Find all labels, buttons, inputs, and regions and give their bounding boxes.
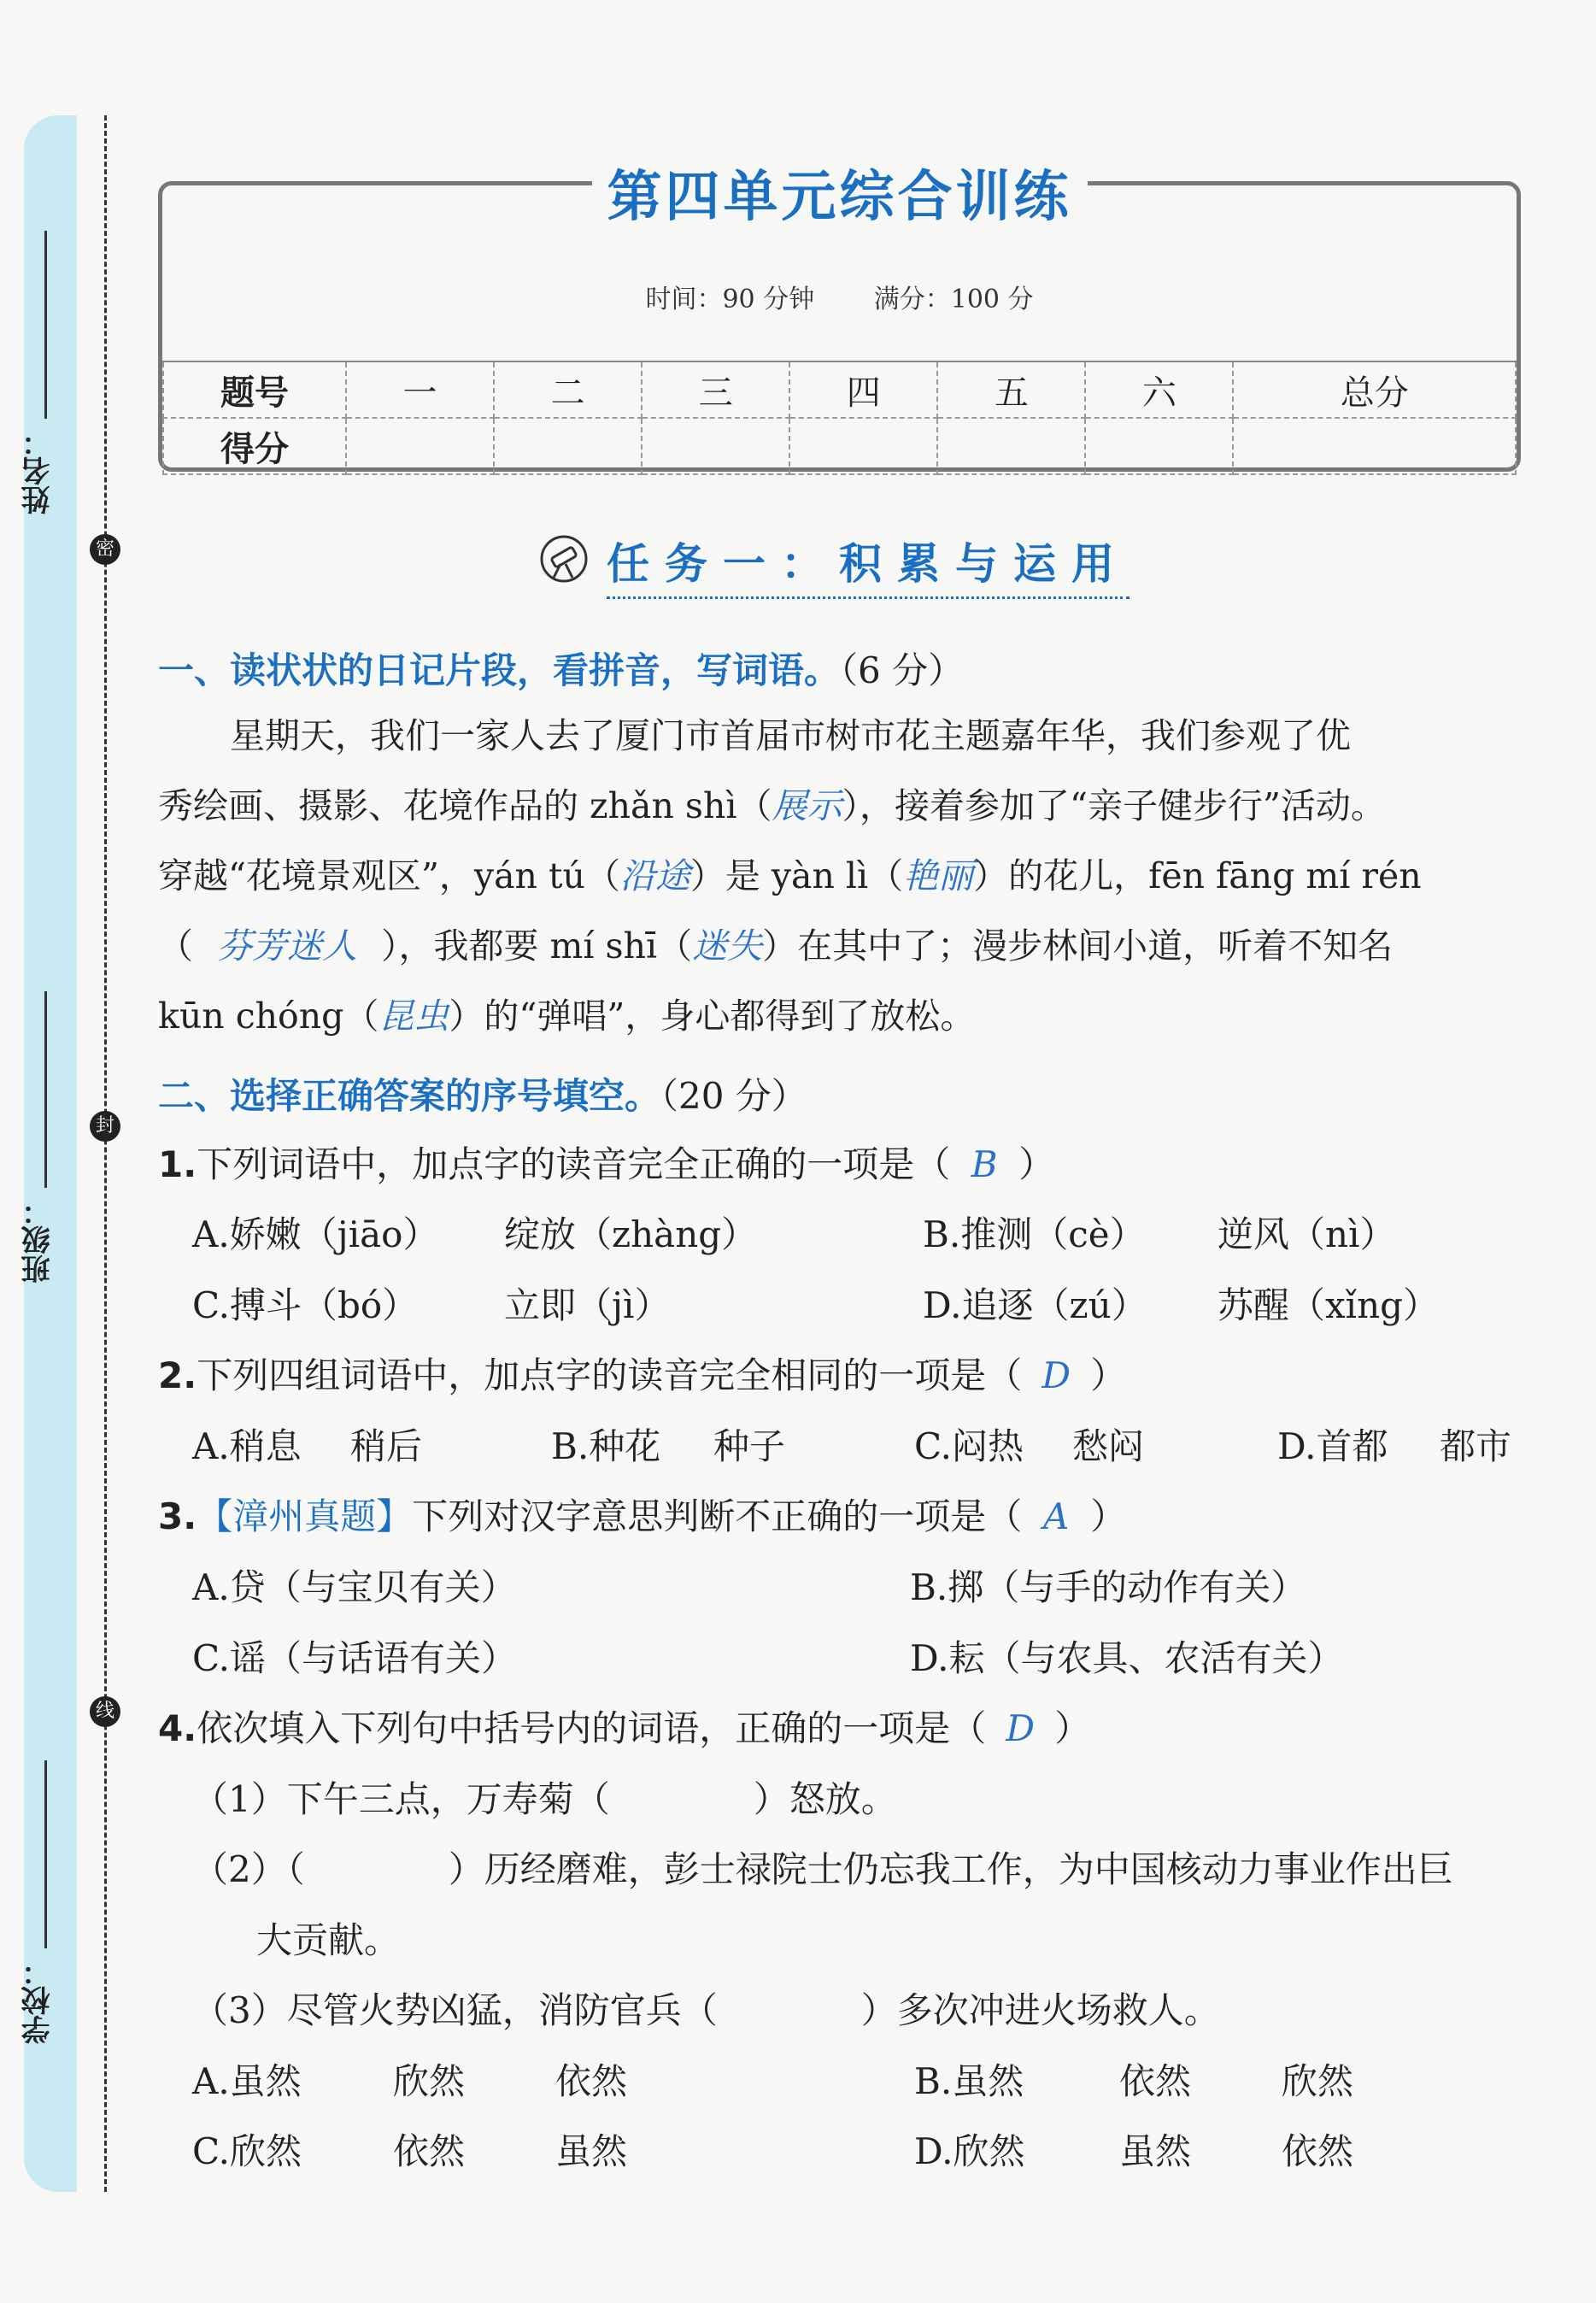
answer-blank-2[interactable]: 沿途 xyxy=(619,855,690,896)
text: 穿越“花境景观区”，yán tú（ xyxy=(158,855,620,896)
q4-option-d[interactable]: D.欣然 xyxy=(914,2130,1025,2172)
q4-option-b2: 依然 xyxy=(1119,2060,1192,2102)
q1-option-d2: 苏醒（xǐng） xyxy=(1218,1284,1440,1326)
q1-number: 1. xyxy=(158,1143,197,1185)
passage-line-5 xyxy=(158,981,1525,1051)
passage-line-3 xyxy=(158,841,1525,911)
text: ），接着参加了“亲子健步行”活动。 xyxy=(842,785,1386,826)
q1-option-a2: 绽放（zhàng） xyxy=(504,1213,758,1255)
header-box xyxy=(158,165,1521,472)
q2-option-d[interactable]: D.首都 xyxy=(1277,1425,1388,1467)
class-blank[interactable] xyxy=(44,991,47,1188)
score-cell[interactable] xyxy=(789,418,937,474)
q4-number: 4. xyxy=(158,1707,197,1749)
text: ），我都要 mí shī（ xyxy=(381,925,693,966)
q1-option-b2: 逆风（nì） xyxy=(1218,1213,1396,1255)
class-label: 班级： xyxy=(21,1196,56,1284)
q4-option-c[interactable]: C.欣然 xyxy=(192,2130,302,2172)
q1-option-c2: 立即（jì） xyxy=(504,1284,671,1326)
score-cell[interactable] xyxy=(642,418,789,474)
q1-text: 下列词语中，加点字的读音完全正确的一项是（ xyxy=(197,1143,951,1185)
text: ）是 yàn lì（ xyxy=(689,855,904,896)
row-head-number: 题号 xyxy=(163,361,346,418)
question-4 xyxy=(158,1701,1090,1752)
score-cell[interactable] xyxy=(346,418,494,474)
col-2: 二 xyxy=(494,361,642,418)
q1-answer[interactable]: B xyxy=(971,1143,998,1185)
section2-title: 二、选择正确答案的序号填空。 xyxy=(158,1075,661,1117)
q4-option-a[interactable]: A.虽然 xyxy=(192,2060,302,2102)
text: （ xyxy=(158,925,193,966)
passage-line-1: 星期天，我们一家人去了厦门市首届市树市花主题嘉年华，我们参观了优 xyxy=(230,715,1351,756)
col-3: 三 xyxy=(642,361,789,418)
section1-title: 一、读状状的日记片段，看拼音，写词语。 xyxy=(158,649,841,691)
q2-answer[interactable]: D xyxy=(1042,1354,1071,1396)
col-5: 五 xyxy=(937,361,1085,418)
exam-full-score: 满分：100 分 xyxy=(873,285,1034,314)
telescope-icon xyxy=(538,533,590,585)
q4-option-a3: 依然 xyxy=(555,2060,628,2102)
question-3 xyxy=(158,1489,1126,1540)
score-cell[interactable] xyxy=(1233,418,1516,474)
q1-option-b1[interactable]: B.推测（cè） xyxy=(923,1213,1146,1255)
question-2 xyxy=(158,1348,1126,1399)
q2-close: ） xyxy=(1090,1354,1127,1396)
question-1 xyxy=(158,1137,1054,1188)
q4-sentence-2: （2）（ ）历经磨难，彭士禄院士仍忘我工作，为中国核动力事业作出巨 xyxy=(192,1848,1453,1890)
section2-points: （20 分） xyxy=(660,1075,807,1117)
q3-answer[interactable]: A xyxy=(1043,1495,1070,1537)
section2-heading xyxy=(158,1068,807,1119)
exam-meta xyxy=(162,278,1517,315)
q2-option-c2: 愁闷 xyxy=(1072,1425,1145,1467)
q3-option-c[interactable]: C.谣（与话语有关） xyxy=(192,1637,517,1679)
q2-text: 下列四组词语中，加点字的读音完全相同的一项是（ xyxy=(197,1354,1023,1396)
exam-time: 时间：90 分钟 xyxy=(645,285,815,314)
q4-option-b3: 欣然 xyxy=(1282,2060,1354,2102)
score-table-header-row xyxy=(163,361,1516,418)
name-blank[interactable] xyxy=(44,231,47,419)
col-6: 六 xyxy=(1085,361,1233,418)
diary-passage xyxy=(158,701,1525,1051)
text: kūn chóng（ xyxy=(158,996,379,1037)
answer-blank-6[interactable]: 昆虫 xyxy=(378,996,449,1037)
q4-option-a2: 欣然 xyxy=(393,2060,466,2102)
q3-source-tag: 【漳州真题】 xyxy=(197,1495,413,1537)
q3-option-b[interactable]: B.掷（与手的动作有关） xyxy=(910,1566,1307,1608)
text: ）的“弹唱”，身心都得到了放松。 xyxy=(449,996,976,1037)
passage-line-2 xyxy=(158,771,1525,841)
school-blank[interactable] xyxy=(44,1760,47,1948)
q4-option-d2: 虽然 xyxy=(1119,2130,1192,2172)
page-title-wrap xyxy=(162,153,1517,232)
seal-feng: 封 xyxy=(90,1111,120,1142)
q4-option-b[interactable]: B.虽然 xyxy=(914,2060,1024,2102)
q2-option-a2: 稍后 xyxy=(350,1425,423,1467)
q2-option-a[interactable]: A.稍息 xyxy=(192,1425,302,1467)
text: ）在其中了；漫步林间小道，听着不知名 xyxy=(762,925,1394,966)
q2-option-b[interactable]: B.种花 xyxy=(551,1425,661,1467)
q4-option-c3: 虽然 xyxy=(555,2130,628,2172)
seal-xian: 线 xyxy=(90,1696,120,1727)
binding-dashed-line xyxy=(104,115,107,2192)
score-cell[interactable] xyxy=(1085,418,1233,474)
q1-option-a1[interactable]: A.娇嫩（jiāo） xyxy=(192,1213,439,1255)
score-cell[interactable] xyxy=(494,418,642,474)
score-table-score-row xyxy=(163,418,1516,474)
task-title: 任务一：积累与运用 xyxy=(607,530,1130,599)
q4-option-c2: 依然 xyxy=(393,2130,466,2172)
q3-close: ） xyxy=(1090,1495,1127,1537)
q4-text: 依次填入下列句中括号内的词语，正确的一项是（ xyxy=(197,1707,987,1749)
answer-blank-1[interactable]: 展示 xyxy=(772,785,842,826)
answer-blank-4[interactable]: 芬芳迷人 xyxy=(217,925,357,966)
col-4: 四 xyxy=(789,361,937,418)
answer-blank-3[interactable]: 艳丽 xyxy=(903,855,974,896)
q2-option-b2: 种子 xyxy=(713,1425,786,1467)
q3-option-a[interactable]: A.贷（与宝贝有关） xyxy=(192,1566,517,1608)
row-head-score: 得分 xyxy=(163,418,346,474)
name-label: 姓名： xyxy=(21,427,56,514)
q4-sentence-1: （1）下午三点，万寿菊（ ）怒放。 xyxy=(192,1778,897,1820)
q4-sentence-3: （3）尽管火势凶猛，消防官兵（ ）多次冲进火场救人。 xyxy=(192,1989,1220,2031)
answer-blank-5[interactable]: 迷失 xyxy=(692,925,763,966)
q1-option-c1[interactable]: C.搏斗（bó） xyxy=(192,1284,419,1326)
q4-option-d3: 依然 xyxy=(1282,2130,1354,2172)
q2-option-d2: 都市 xyxy=(1440,1425,1512,1467)
text: 秀绘画、摄影、花境作品的 zhǎn shì（ xyxy=(158,785,772,826)
col-total: 总分 xyxy=(1233,361,1516,418)
q1-close: ） xyxy=(1018,1143,1055,1185)
school-label: 学校： xyxy=(21,1957,56,2044)
q4-close: ） xyxy=(1054,1707,1091,1749)
q3-text: 下列对汉字意思判断不正确的一项是（ xyxy=(412,1495,1023,1537)
text: ）的花儿，fēn fāng mí rén xyxy=(973,855,1422,896)
q2-number: 2. xyxy=(158,1354,197,1396)
q2-option-c[interactable]: C.闷热 xyxy=(914,1425,1024,1467)
q3-number: 3. xyxy=(158,1495,197,1537)
q4-sentence-2b: 大贡献。 xyxy=(256,1919,401,1961)
page-title: 第四单元综合训练 xyxy=(592,165,1088,229)
passage-line-4 xyxy=(158,911,1525,981)
section1-points: （6 分） xyxy=(840,649,965,691)
q3-option-d[interactable]: D.耘（与农具、农活有关） xyxy=(910,1637,1344,1679)
score-cell[interactable] xyxy=(937,418,1085,474)
q1-option-d1[interactable]: D.追逐（zú） xyxy=(923,1284,1147,1326)
score-table xyxy=(162,361,1517,475)
section1-heading xyxy=(158,643,964,694)
seal-mi: 密 xyxy=(90,534,120,565)
q4-answer[interactable]: D xyxy=(1006,1707,1036,1749)
col-1: 一 xyxy=(346,361,494,418)
